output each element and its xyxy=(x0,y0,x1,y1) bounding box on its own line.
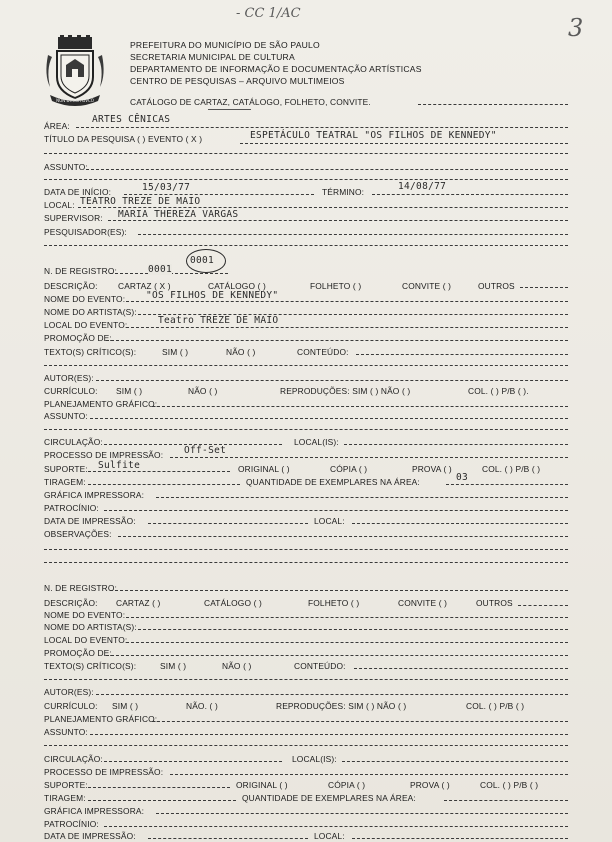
observacoes-rule xyxy=(118,536,568,537)
autores-label-r2: AUTOR(ES): xyxy=(44,687,94,697)
tiragem-label: TIRAGEM: xyxy=(44,477,86,487)
reproducoes-label[interactable]: REPRODUÇÕES: SIM ( ) NÃO ( ) xyxy=(280,386,411,396)
local-evento-label: LOCAL DO EVENTO: xyxy=(44,320,128,330)
descricao-label-r2: DESCRIÇÃO: xyxy=(44,598,98,608)
nome-artista-rule-r2 xyxy=(138,629,568,630)
assunto-label-r1: ASSUNTO: xyxy=(44,411,88,421)
promocao-rule-r2 xyxy=(106,655,568,656)
termino-rule xyxy=(372,194,568,195)
termino-value: 14/08/77 xyxy=(398,181,447,192)
local-label: LOCAL: xyxy=(44,200,75,210)
registro-circled-value: 0001 xyxy=(190,255,215,266)
grafica-rule-r2 xyxy=(156,813,568,814)
data-impressao-label-r2: DATA DE IMPRESSÃO: xyxy=(44,831,136,841)
local-value: TEATRO TREZE DE MAIO xyxy=(80,196,201,207)
circulacao-rule-r2 xyxy=(104,761,282,762)
local2-label-r2: LOCAL: xyxy=(314,831,345,841)
catalog-line: CATÁLOGO DE CARTAZ, CATÁLOGO, FOLHETO, CONVITE. xyxy=(130,97,371,107)
original-checkbox-r2[interactable]: ORIGINAL ( ) xyxy=(236,780,288,790)
grafica-rule xyxy=(156,497,568,498)
data-inicio-value: 15/03/77 xyxy=(142,182,191,193)
local-evento-rule-r2 xyxy=(126,642,568,643)
convite-checkbox-r2[interactable]: CONVITE ( ) xyxy=(398,598,448,608)
assunto-rule-r2-2 xyxy=(44,745,568,746)
tiragem-rule xyxy=(88,484,240,485)
catalog-line-rule xyxy=(418,104,568,105)
processo-value: Off-Set xyxy=(184,445,227,456)
conteudo-rule-r2-2 xyxy=(44,679,568,680)
header-line-4: CENTRO DE PESQUISAS – ARQUIVO MULTIMEIOS xyxy=(130,76,345,86)
titulo-value: ESPETÁCULO TEATRAL "OS FILHOS DE KENNEDY" xyxy=(250,130,497,141)
circulacao-label: CIRCULAÇÃO: xyxy=(44,437,103,447)
textos-label-r2: TEXTO(S) CRÍTICO(S): xyxy=(44,661,137,671)
nome-evento-rule xyxy=(126,301,568,302)
catalogo-checkbox-r2[interactable]: CATÁLOGO ( ) xyxy=(204,598,262,608)
registro-label: N. DE REGISTRO: xyxy=(44,266,117,276)
curriculo-sim-checkbox[interactable]: SIM ( ) xyxy=(116,386,143,396)
quantidade-rule-r2 xyxy=(444,800,568,801)
assunto-label-r2: ASSUNTO: xyxy=(44,727,88,737)
area-label: ÁREA: xyxy=(44,121,70,131)
supervisor-value: MARIA THEREZA VARGAS xyxy=(118,209,239,220)
outros-rule xyxy=(520,287,568,288)
catalogo-checkbox[interactable]: CATÁLOGO ( ) xyxy=(208,281,266,291)
pencil-page-number: 3 xyxy=(568,14,584,42)
local2-rule xyxy=(352,523,568,524)
conteudo-rule-2 xyxy=(44,365,568,366)
assunto-label: ASSUNTO: xyxy=(44,162,88,172)
local-evento-value: Teatro TREZE DE MAIO xyxy=(158,315,279,326)
titulo-rule-2 xyxy=(44,153,568,154)
local-evento-rule xyxy=(126,327,568,328)
processo-rule-r2 xyxy=(170,774,568,775)
tiragem-rule-r2 xyxy=(88,800,236,801)
outros-label: OUTROS xyxy=(478,281,515,291)
termino-label: TÉRMINO: xyxy=(322,187,365,197)
registro-rule-r2 xyxy=(110,590,568,591)
titulo-label: TÍTULO DA PESQUISA ( ) EVENTO ( X ) xyxy=(44,134,203,144)
col-checkbox-r2[interactable]: COL. ( ) P/B ( ) xyxy=(466,701,525,711)
assunto-rule-r1 xyxy=(90,418,568,419)
copia-checkbox-r2[interactable]: CÓPIA ( ) xyxy=(328,780,366,790)
nome-evento-label: NOME DO EVENTO: xyxy=(44,294,126,304)
planejamento-label: PLANEJAMENTO GRÁFICO: xyxy=(44,399,158,409)
assunto-rule xyxy=(86,169,568,170)
observacoes-rule-3 xyxy=(44,562,568,563)
patrocinio-rule xyxy=(104,510,568,511)
autores-rule-r2 xyxy=(96,694,568,695)
data-impressao-rule-r2 xyxy=(148,838,308,839)
suporte-value: Sulfite xyxy=(98,460,141,471)
promocao-rule xyxy=(106,340,568,341)
assunto-rule-r2 xyxy=(90,734,568,735)
suporte-label: SUPORTE: xyxy=(44,464,88,474)
local-rule xyxy=(78,207,568,208)
planejamento-label-r2: PLANEJAMENTO GRÁFICO: xyxy=(44,714,158,724)
autores-rule xyxy=(96,380,568,381)
nome-artista-label-r2: NOME DO ARTISTA(S): xyxy=(44,622,137,632)
observacoes-label: OBSERVAÇÕES: xyxy=(44,529,112,539)
nome-artista-label: NOME DO ARTISTA(S): xyxy=(44,307,137,317)
col-pb-checkbox[interactable]: COL. ( ) P/B ( ) xyxy=(482,464,541,474)
nome-evento-label-r2: NOME DO EVENTO: xyxy=(44,610,126,620)
nome-evento-value: "OS FILHOS DE KENNEDY" xyxy=(146,290,279,301)
pesquisadores-rule xyxy=(138,234,568,235)
suporte-label-r2: SUPORTE: xyxy=(44,780,88,790)
curriculo-label-r2: CURRÍCULO: xyxy=(44,701,98,711)
pencil-top-note: - CC 1/AC xyxy=(236,6,301,21)
grafica-label-r2: GRÁFICA IMPRESSORA: xyxy=(44,806,145,816)
observacoes-rule-2 xyxy=(44,549,568,550)
folheto-checkbox[interactable]: FOLHETO ( ) xyxy=(310,281,362,291)
local-is-label-r2: LOCAL(IS): xyxy=(292,754,337,764)
prova-checkbox-r2[interactable]: PROVA ( ) xyxy=(410,780,450,790)
local2-label: LOCAL: xyxy=(314,516,345,526)
local-evento-label-r2: LOCAL DO EVENTO: xyxy=(44,635,128,645)
col-checkbox[interactable]: COL. ( ) P/B ( ). xyxy=(468,386,529,396)
quantidade-value: 03 xyxy=(456,472,469,483)
outros-rule-r2 xyxy=(518,605,568,606)
conteudo-label-r2: CONTEÚDO: xyxy=(294,661,346,671)
textos-nao-checkbox[interactable]: NÃO ( ) xyxy=(226,347,256,357)
prova-checkbox[interactable]: PROVA ( ) xyxy=(412,464,452,474)
assunto-rule-r1-2 xyxy=(44,429,568,430)
tiragem-label-r2: TIRAGEM: xyxy=(44,793,86,803)
curriculo-nao-checkbox-r2[interactable]: NÃO. ( ) xyxy=(186,701,218,711)
svg-text:NON DVCOR DVCO: NON DVCOR DVCO xyxy=(56,98,94,103)
convite-checkbox[interactable]: CONVITE ( ) xyxy=(402,281,452,291)
data-impressao-label: DATA DE IMPRESSÃO: xyxy=(44,516,136,526)
planejamento-rule xyxy=(152,406,568,407)
suporte-rule-r2 xyxy=(88,787,230,788)
header-line-2: SECRETARIA MUNICIPAL DE CULTURA xyxy=(130,52,295,62)
area-rule xyxy=(76,127,568,128)
registro-label-r2: N. DE REGISTRO: xyxy=(44,583,117,593)
textos-sim-checkbox[interactable]: SIM ( ) xyxy=(162,347,189,357)
sao-paulo-coat-of-arms-icon xyxy=(44,35,106,107)
quantidade-label: QUANTIDADE DE EXEMPLARES NA ÁREA: xyxy=(246,477,420,487)
processo-rule xyxy=(170,457,568,458)
local-is-rule-r2 xyxy=(342,761,568,762)
data-inicio-rule xyxy=(124,194,314,195)
cartaz-checkbox[interactable]: CARTAZ ( X ) xyxy=(118,281,171,291)
supervisor-label: SUPERVISOR: xyxy=(44,213,103,223)
copia-checkbox[interactable]: CÓPIA ( ) xyxy=(330,464,368,474)
circulacao-label-r2: CIRCULAÇÃO: xyxy=(44,754,103,764)
registro-value: 0001 xyxy=(148,264,173,275)
suporte-rule xyxy=(88,471,230,472)
col-pb-checkbox-r2[interactable]: COL. ( ) P/B ( ) xyxy=(480,780,539,790)
pesquisadores-label: PESQUISADOR(ES): xyxy=(44,227,127,237)
cartaz-underline xyxy=(208,109,251,110)
descricao-label: DESCRIÇÃO: xyxy=(44,281,98,291)
original-checkbox[interactable]: ORIGINAL ( ) xyxy=(238,464,290,474)
outros-label-r2: OUTROS xyxy=(476,598,513,608)
grafica-label: GRÁFICA IMPRESSORA: xyxy=(44,490,145,500)
promocao-label-r2: PROMOÇÃO DE: xyxy=(44,648,112,658)
textos-label: TEXTO(S) CRÍTICO(S): xyxy=(44,347,137,357)
patrocinio-label-r2: PATROCÍNIO: xyxy=(44,819,99,829)
local-is-rule xyxy=(344,444,568,445)
cartaz-checkbox-r2[interactable]: CARTAZ ( ) xyxy=(116,598,161,608)
textos-nao-checkbox-r2[interactable]: NÃO ( ) xyxy=(222,661,252,671)
local-is-label: LOCAL(IS): xyxy=(294,437,339,447)
promocao-label: PROMOÇÃO DE: xyxy=(44,333,112,343)
data-inicio-label: DATA DE INÍCIO: xyxy=(44,187,112,197)
patrocinio-rule-r2 xyxy=(104,826,568,827)
curriculo-label: CURRÍCULO: xyxy=(44,386,98,396)
conteudo-rule xyxy=(356,354,568,355)
quantidade-label-r2: QUANTIDADE DE EXEMPLARES NA ÁREA: xyxy=(242,793,416,803)
quantidade-rule xyxy=(446,484,568,485)
processo-label-r2: PROCESSO DE IMPRESSÃO: xyxy=(44,767,164,777)
planejamento-rule-r2 xyxy=(152,721,568,722)
conteudo-label: CONTEÚDO: xyxy=(297,347,349,357)
header-line-1: PREFEITURA DO MUNICÍPIO DE SÃO PAULO xyxy=(130,40,320,50)
area-value: ARTES CÊNICAS xyxy=(92,114,171,125)
data-impressao-rule xyxy=(148,523,308,524)
titulo-rule xyxy=(240,143,568,144)
patrocinio-label: PATROCÍNIO: xyxy=(44,503,99,513)
curriculo-sim-checkbox-r2[interactable]: SIM ( ) xyxy=(112,701,139,711)
header-line-3: DEPARTAMENTO DE INFORMAÇÃO E DOCUMENTAÇÃO ARTÍSTICAS xyxy=(130,64,422,74)
reproducoes-label-r2[interactable]: REPRODUÇÕES: SIM ( ) NÃO ( ) xyxy=(276,701,407,711)
pesquisadores-rule-2 xyxy=(44,245,568,246)
nome-evento-rule-r2 xyxy=(126,617,568,618)
conteudo-rule-r2 xyxy=(354,668,568,669)
folheto-checkbox-r2[interactable]: FOLHETO ( ) xyxy=(308,598,360,608)
local2-rule-r2 xyxy=(352,838,568,839)
assunto-rule-2 xyxy=(44,179,568,180)
textos-sim-checkbox-r2[interactable]: SIM ( ) xyxy=(160,661,187,671)
supervisor-rule xyxy=(108,220,568,221)
curriculo-nao-checkbox[interactable]: NÃO ( ) xyxy=(188,386,218,396)
processo-label: PROCESSO DE IMPRESSÃO: xyxy=(44,450,164,460)
autores-label: AUTOR(ES): xyxy=(44,373,94,383)
